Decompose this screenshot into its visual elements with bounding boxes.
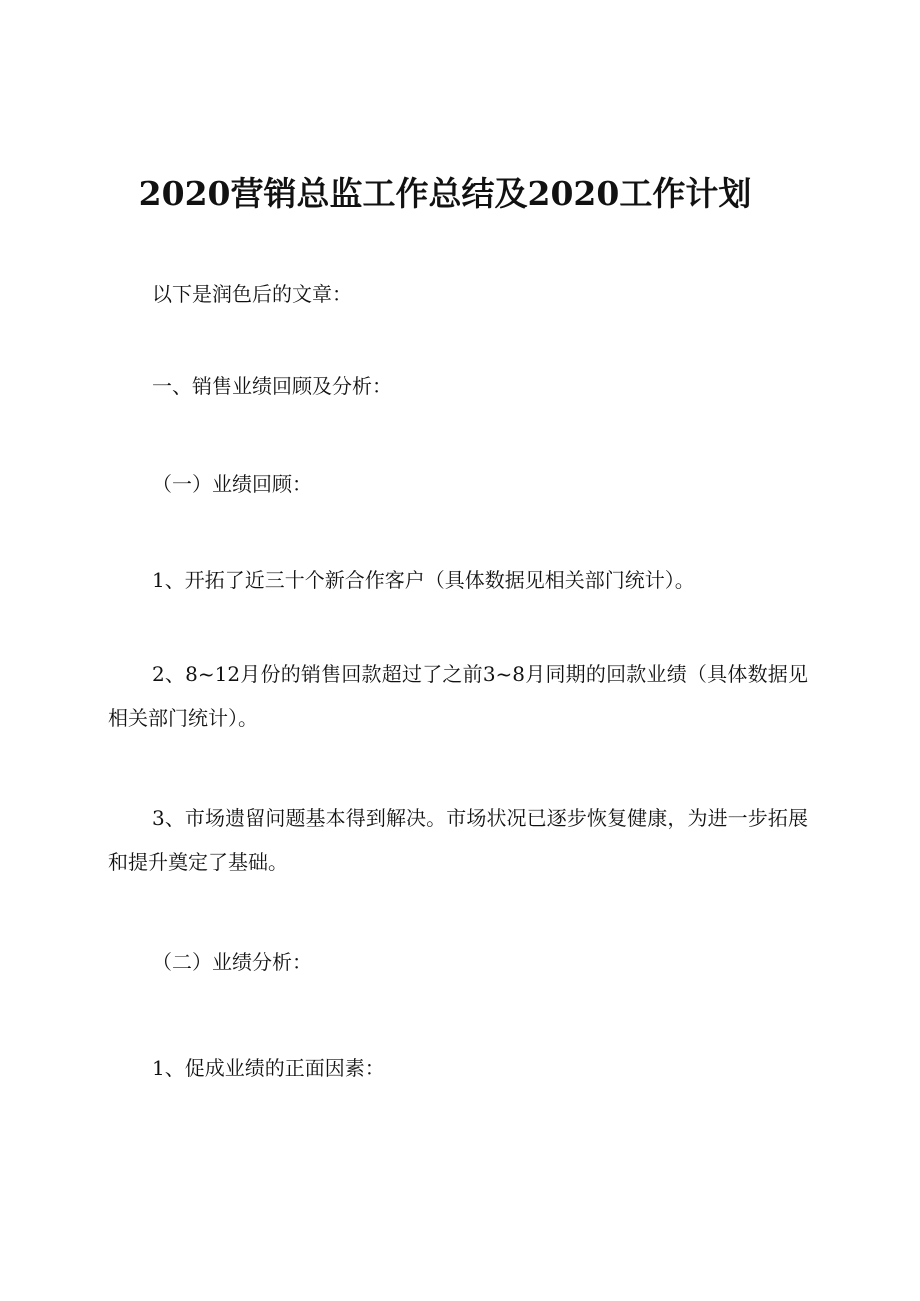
review-item-1: 1、开拓了近三十个新合作客户（具体数据见相关部门统计）。 (152, 568, 695, 592)
review-item-2: 2、8~12月份的销售回款超过了之前3~8月同期的回款业绩（具体数据见相关部门统计）。 (108, 662, 808, 730)
section-heading-sales-review: 一、销售业绩回顾及分析： (152, 374, 392, 398)
subsection-heading-performance-review: （一）业绩回顾： (152, 472, 312, 496)
intro-paragraph: 以下是润色后的文章： (152, 282, 352, 306)
document-title: 2020营销总监工作总结及2020工作计划 (138, 174, 752, 213)
review-item-3: 3、市场遗留问题基本得到解决。市场状况已逐步恢复健康，为进一步拓展和提升奠定了基础。 (108, 806, 808, 874)
analysis-item-1: 1、促成业绩的正面因素： (152, 1056, 385, 1080)
subsection-heading-performance-analysis: （二）业绩分析： (152, 950, 312, 974)
